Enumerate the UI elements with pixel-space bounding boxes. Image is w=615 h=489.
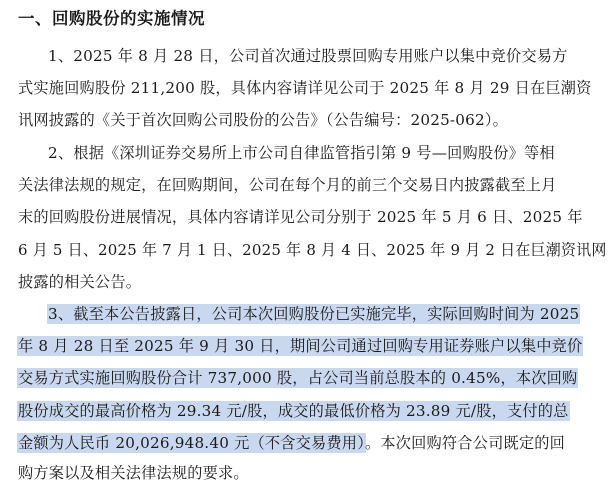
- paragraph-3-line-3: [18, 366, 577, 390]
- highlighted-text: 交易方式实施回购股份合计 737,000 股，占公司当前总股本的 0.45%，本次回购: [18, 369, 578, 387]
- paragraph-1-line-2: 式实施回购股份 211,200 股，具体内容请详见公司于 2025 年 8 月 29 日在巨潮资: [18, 79, 592, 97]
- paragraph-3-line-4: [18, 399, 569, 423]
- paragraph-2-line-3: 末的回购股份进展情况，具体内容请详见公司分别于 2025 年 5 月 6 日、2025 年: [18, 208, 583, 226]
- paragraph-1-line-1: 1、2025 年 8 月 28 日，公司首次通过股票回购专用账户以集中竞价交易方: [48, 47, 568, 65]
- paragraph-3-line-6: 购方案以及相关法律法规的要求。: [18, 464, 249, 482]
- paragraph-2-line-4: 6 月 5 日、2025 年 7 月 1 日、2025 年 8 月 4 日、2025 年 9 月 2 日在巨潮资讯网: [18, 241, 607, 259]
- highlighted-text: 年 8 月 28 日至 2025 年 9 月 30 日，期间公司通过回购专用证券账户以集中竞价: [18, 337, 583, 355]
- paragraph-2-line-2: 关法律法规的规定，在回购期间，公司在每个月的前三个交易日内披露截至上月: [18, 176, 557, 194]
- paragraph-2-line-1: 2、根据《深圳证券交易所上市公司自律监管指引第 9 号—回购股份》等相: [48, 144, 555, 162]
- paragraph-1-line-3: 讯网披露的《关于首次回购公司股份的公告》（公告编号：2025-062）。: [18, 111, 509, 129]
- paragraph-3-line-1: [48, 302, 579, 326]
- paragraph-3-line-2: [18, 334, 582, 358]
- section-heading: 一、回购股份的实施情况: [18, 9, 205, 28]
- paragraph-3-line-5: [18, 431, 565, 455]
- highlighted-text: 股份成交的最高价格为 29.34 元/股，成交的最低价格为 23.89 元/股，支付的总: [18, 402, 569, 420]
- highlighted-text: 3、截至本公告披露日，公司本次回购股份已实施完毕，实际回购时间为 2025: [48, 305, 580, 323]
- paragraph-3-tail-text: 。本次回购符合公司既定的回: [364, 434, 566, 452]
- highlighted-text: 金额为人民币 20,026,948.40 元（不含交易费用）: [18, 434, 365, 452]
- paragraph-2-line-5: 披露的相关公告。: [18, 273, 142, 291]
